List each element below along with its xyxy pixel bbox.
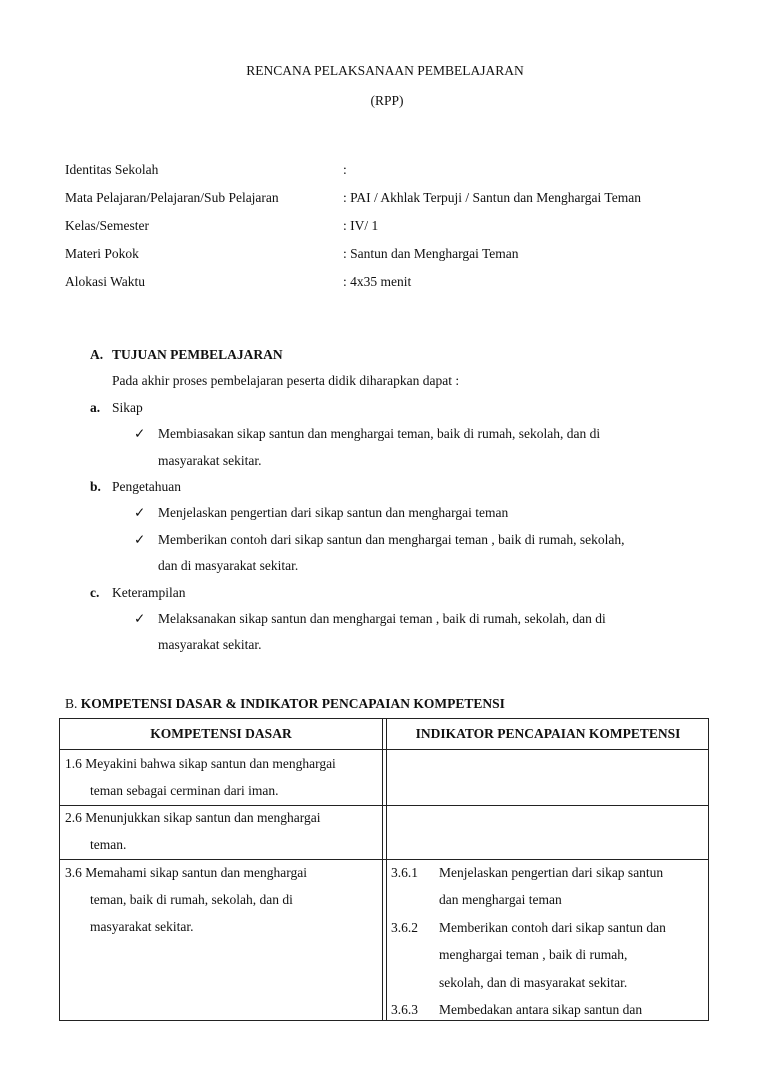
indicator-list — [391, 859, 711, 1023]
identity-label: Mata Pelajaran/Pelajaran/Sub Pelajaran — [65, 190, 279, 205]
objective-group-title: Sikap — [112, 399, 143, 415]
section-b-title: KOMPETENSI DASAR & INDIKATOR PENCAPAIAN KOMPETENSI — [80, 696, 505, 711]
section-a-heading — [90, 342, 730, 368]
indicator-number: 3.6.2 — [391, 919, 418, 935]
indicator-text: Menjelaskan pengertian dari sikap santun — [439, 865, 664, 880]
indicator-text: Membedakan antara sikap santun dan — [439, 1001, 643, 1017]
checkmark-icon: ✓ — [134, 505, 146, 521]
section-a-intro: Pada akhir proses pembelajaran peserta didik diharapkan dapat : — [112, 373, 460, 389]
kd-text: 2.6 Menunjukkan sikap santun dan menghargai — [65, 810, 321, 825]
column-header-kd: KOMPETENSI DASAR — [150, 726, 292, 741]
indicator-item — [391, 859, 711, 886]
objective-text: Menjelaskan pengertian dari sikap santun dan menghargai teman — [158, 505, 509, 521]
indicator-text: dan menghargai teman — [439, 892, 562, 908]
objective-text: Membiasakan sikap santun dan menghargai teman, baik di rumah, sekolah, dan di — [158, 426, 601, 442]
objective-group-marker: b. — [90, 478, 101, 494]
indicator-number: 3.6.1 — [391, 865, 418, 880]
document-header — [0, 56, 768, 116]
indicator-text: sekolah, dan di masyarakat sekitar. — [439, 974, 628, 990]
objective-text: Memberikan contoh dari sikap santun dan menghargai teman , baik di rumah, sekolah, — [158, 531, 625, 547]
kd-text: teman, baik di rumah, sekolah, dan di — [90, 892, 293, 907]
checkmark-icon: ✓ — [134, 426, 146, 442]
objective-text-continued: masyarakat sekitar. — [158, 637, 262, 653]
section-learning-objectives — [90, 342, 730, 659]
objective-text-continued: masyarakat sekitar. — [158, 452, 262, 468]
section-b-heading — [65, 692, 505, 716]
identity-row — [65, 240, 745, 268]
competency-table — [59, 718, 709, 1021]
section-a-title: TUJUAN PEMBELAJARAN — [112, 347, 283, 362]
indicator-text: menghargai teman , baik di rumah, — [439, 947, 628, 963]
indicator-number: 3.6.3 — [391, 1001, 418, 1017]
objective-group-marker: c. — [90, 584, 100, 600]
kd-text: masyarakat sekitar. — [90, 919, 194, 934]
document-subtitle: (RPP) — [370, 93, 404, 108]
objective-text-continued: dan di masyarakat sekitar. — [158, 558, 299, 574]
identity-row — [65, 184, 745, 212]
identity-value: : Santun dan Menghargai Teman — [343, 246, 519, 261]
kd-text: 3.6 Memahami sikap santun dan menghargai — [65, 865, 307, 880]
indicator-item — [391, 996, 711, 1023]
identity-value: : IV/ 1 — [343, 218, 379, 233]
kd-text: teman. — [90, 837, 127, 852]
identity-row — [65, 212, 745, 240]
table-divider — [382, 719, 383, 1020]
kd-text: teman sebagai cerminan dari iman. — [90, 783, 279, 798]
objective-group-heading — [90, 580, 730, 606]
identity-label: Identitas Sekolah — [65, 162, 159, 177]
objective-item — [90, 500, 730, 526]
indicator-item-continued — [391, 969, 711, 996]
identity-label: Kelas/Semester — [65, 218, 149, 233]
identity-value: : — [343, 162, 347, 177]
checkmark-icon: ✓ — [134, 531, 146, 547]
kd-text: 1.6 Meyakini bahwa sikap santun dan menghargai — [65, 756, 336, 771]
objective-text: Melaksanakan sikap santun dan menghargai teman , baik di rumah, sekolah, dan di — [158, 610, 606, 626]
indicator-item — [391, 914, 711, 941]
indicator-item-continued — [391, 941, 711, 968]
identity-block — [65, 156, 745, 296]
checkmark-icon: ✓ — [134, 610, 146, 626]
objective-group-title: Keterampilan — [112, 584, 186, 600]
objective-item — [90, 606, 730, 632]
section-a-marker: A. — [90, 347, 104, 362]
identity-row — [65, 268, 745, 296]
section-b-marker: B. — [65, 696, 78, 711]
identity-value: : 4x35 menit — [343, 274, 412, 289]
identity-row — [65, 156, 745, 184]
identity-label: Alokasi Waktu — [65, 274, 146, 289]
indicator-item-continued — [391, 886, 711, 913]
objective-group-title: Pengetahuan — [112, 478, 181, 494]
objective-group-heading — [90, 474, 730, 500]
objective-item — [90, 421, 730, 447]
objective-item — [90, 527, 730, 553]
document-title: RENCANA PELAKSANAAN PEMBELAJARAN — [246, 63, 524, 78]
identity-label: Materi Pokok — [65, 246, 139, 261]
objective-group-marker: a. — [90, 399, 101, 415]
objective-group-heading — [90, 395, 730, 421]
indicator-text: Memberikan contoh dari sikap santun dan — [439, 919, 666, 935]
column-header-ipk: INDIKATOR PENCAPAIAN KOMPETENSI — [415, 726, 681, 741]
identity-value: : PAI / Akhlak Terpuji / Santun dan Menghargai Teman — [343, 190, 641, 205]
table-divider — [386, 719, 387, 1020]
